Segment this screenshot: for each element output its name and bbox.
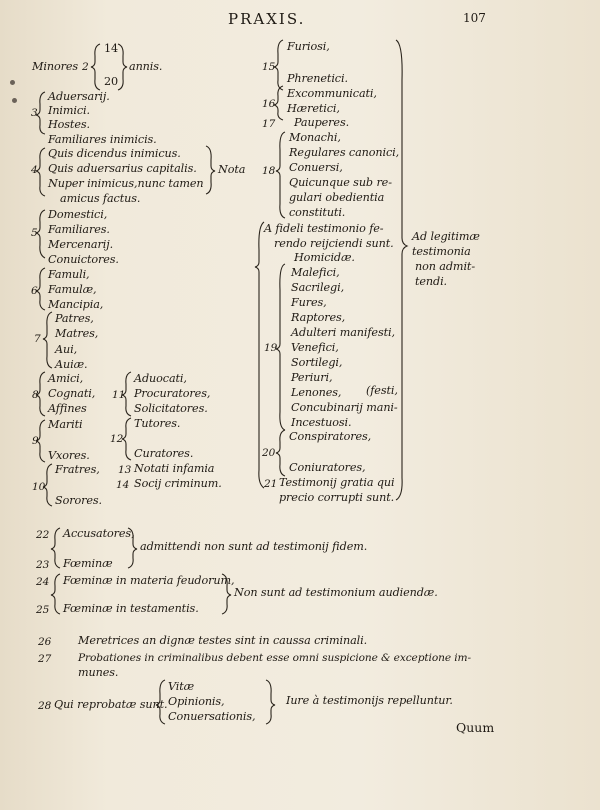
right-note-line: tendi. [415, 275, 448, 288]
list-item: Regulares canonici, [289, 146, 400, 159]
entry-number: 4 [31, 164, 38, 176]
list-item: Vitæ [168, 680, 195, 693]
list-item: Excommunicati, [287, 87, 377, 100]
list-item: Furiosi, [287, 40, 330, 53]
entry-number: 12 [110, 433, 124, 445]
fidei-line: A fideli testimonio fe- [264, 222, 384, 235]
list-item: Patres, [55, 312, 94, 325]
entry-number: 27 [38, 653, 52, 665]
list-item: Concubinarij mani- [291, 401, 398, 414]
probationes-line: Probationes in criminalibus debent esse omni suspicione & exceptione im- [78, 652, 471, 664]
entry-number: 5 [31, 227, 38, 239]
list-item: Sortilegi, [291, 356, 343, 369]
entry-number: 26 [38, 636, 52, 648]
list-item: Procuratores, [134, 387, 211, 400]
list-item: Famulæ, [48, 283, 97, 296]
entry-number: 25 [36, 604, 50, 616]
list-item: Fratres, [55, 463, 100, 476]
list-item: Aduersarij. [48, 90, 110, 103]
accusatores: Accusatores, [63, 527, 135, 540]
pauperes: Pauperes. [294, 116, 350, 129]
list-item: Mercenarij. [48, 238, 114, 251]
list-item: Coniuratores, [289, 461, 366, 474]
meretrices-line: Meretrices an dignæ testes sint in caussa criminali. [78, 634, 368, 647]
list-item: constituti. [289, 206, 346, 219]
list-item: Aduocati, [134, 372, 187, 385]
entry-number: 3 [31, 107, 38, 119]
nota-label: Nota [218, 163, 246, 176]
list-item: Raptores, [291, 311, 346, 324]
result-22-23: admittendi non sunt ad testimonij fidem. [140, 540, 368, 553]
entry-number: 7 [34, 333, 41, 345]
entry-number: 21 [264, 478, 278, 490]
foeminae-feudorum: Fœminæ in materia feudorum, [63, 574, 235, 587]
list-item: Auiæ. [55, 358, 88, 371]
entry-number: 17 [262, 118, 276, 130]
entry-number: 10 [32, 481, 46, 493]
socij-criminum: Socij criminum. [134, 477, 222, 490]
list-item: Conuictores. [48, 253, 119, 266]
page-number: 107 [463, 11, 486, 25]
foeminae-testamentis: Fœminæ in testamentis. [63, 602, 199, 615]
list-item: gulari obedientia [289, 191, 385, 204]
entry-number: 13 [118, 464, 132, 476]
list-item: Amici, [48, 372, 84, 385]
entry-number: 22 [36, 529, 50, 541]
list-item: Vxores. [48, 449, 90, 462]
entry-number: 6 [31, 285, 38, 297]
list-item: Conuersi, [289, 161, 343, 174]
list-item: Solicitatores. [134, 402, 208, 415]
list-item: Monachi, [289, 131, 341, 144]
foeminae: Fœminæ [63, 557, 113, 570]
entry-number: 28 [38, 700, 52, 712]
right-note-line: testimonia [412, 245, 471, 258]
entry-number: 2 [82, 61, 89, 73]
list-item: Affines [48, 402, 87, 415]
result-28: Iure à testimonijs repelluntur. [286, 694, 453, 707]
list-item: Incestuosi. [291, 416, 352, 429]
list-item: Curatores. [134, 447, 194, 460]
list-item: Periuri, [291, 371, 333, 384]
entry-number: 8 [32, 389, 39, 401]
list-item: amicus factus. [60, 192, 141, 205]
list-item: Mancipia, [48, 298, 104, 311]
entry-number: 16 [262, 98, 276, 110]
right-note-line: Ad legitimæ [412, 230, 480, 243]
minores-label: Minores [32, 60, 78, 73]
notati-infamia: Notati infamia [134, 462, 215, 475]
entry-number: 23 [36, 559, 50, 571]
list-item: Nuper inimicus,nunc tamen [48, 177, 204, 190]
entry-number: 18 [262, 165, 276, 177]
list-item: Domestici, [48, 208, 108, 221]
entry-number: 11 [112, 389, 126, 401]
list-item: Homicidæ. [294, 251, 355, 264]
list-item: Phrenetici. [287, 72, 348, 85]
entry-number: 9 [32, 435, 39, 447]
list-item: Hostes. [48, 118, 90, 131]
list-item: Familiares inimicis. [48, 133, 157, 146]
entry-number: 24 [36, 576, 50, 588]
list-item: Mariti [48, 418, 83, 431]
block21-line: precio corrupti sunt. [279, 491, 395, 504]
list-item: Quicunque sub re- [289, 176, 392, 189]
list-item: Hæretici, [287, 102, 340, 115]
list-item: Malefici, [291, 266, 340, 279]
probationes-line: munes. [78, 666, 119, 679]
list-item: Quis dicendus inimicus. [48, 147, 181, 160]
running-head: PRAXIS. [228, 10, 306, 28]
right-note-line: non admit- [415, 260, 475, 273]
list-item: Fures, [291, 296, 327, 309]
list-item: Famuli, [48, 268, 90, 281]
list-item: Conspiratores, [289, 430, 372, 443]
annis-label: annis. [129, 60, 163, 73]
list-item: Inimici. [48, 104, 90, 117]
age-lower: 14 [104, 42, 119, 55]
age-upper: 20 [104, 75, 119, 88]
block21-line: Testimonij gratia qui [279, 476, 395, 489]
list-item: Venefici, [291, 341, 339, 354]
list-item: Familiares. [48, 223, 110, 236]
list-item: Conuersationis, [168, 710, 256, 723]
list-item: Sacrilegi, [291, 281, 345, 294]
catchword: Quum [456, 720, 495, 735]
list-item: Aui, [55, 343, 78, 356]
festi-aside: (festi, [366, 384, 398, 397]
entry-number: 19 [264, 342, 278, 354]
list-item: Opinionis, [168, 695, 225, 708]
entry-number: 14 [116, 479, 130, 491]
list-item: Cognati, [48, 387, 96, 400]
list-item: Matres, [55, 327, 99, 340]
reprobatae-label: Qui reprobatæ sunt. [54, 698, 168, 711]
entry-number: 15 [262, 61, 276, 73]
list-item: Sorores. [55, 494, 102, 507]
list-item: Adulteri manifesti, [291, 326, 395, 339]
list-item: Quis aduersarius capitalis. [48, 162, 197, 175]
result-24-25: Non sunt ad testimonium audiendæ. [234, 586, 438, 599]
fidei-line: rendo reijciendi sunt. [274, 237, 394, 250]
list-item: Lenones, [291, 386, 342, 399]
list-item: Tutores. [134, 417, 181, 430]
entry-number: 20 [262, 447, 276, 459]
